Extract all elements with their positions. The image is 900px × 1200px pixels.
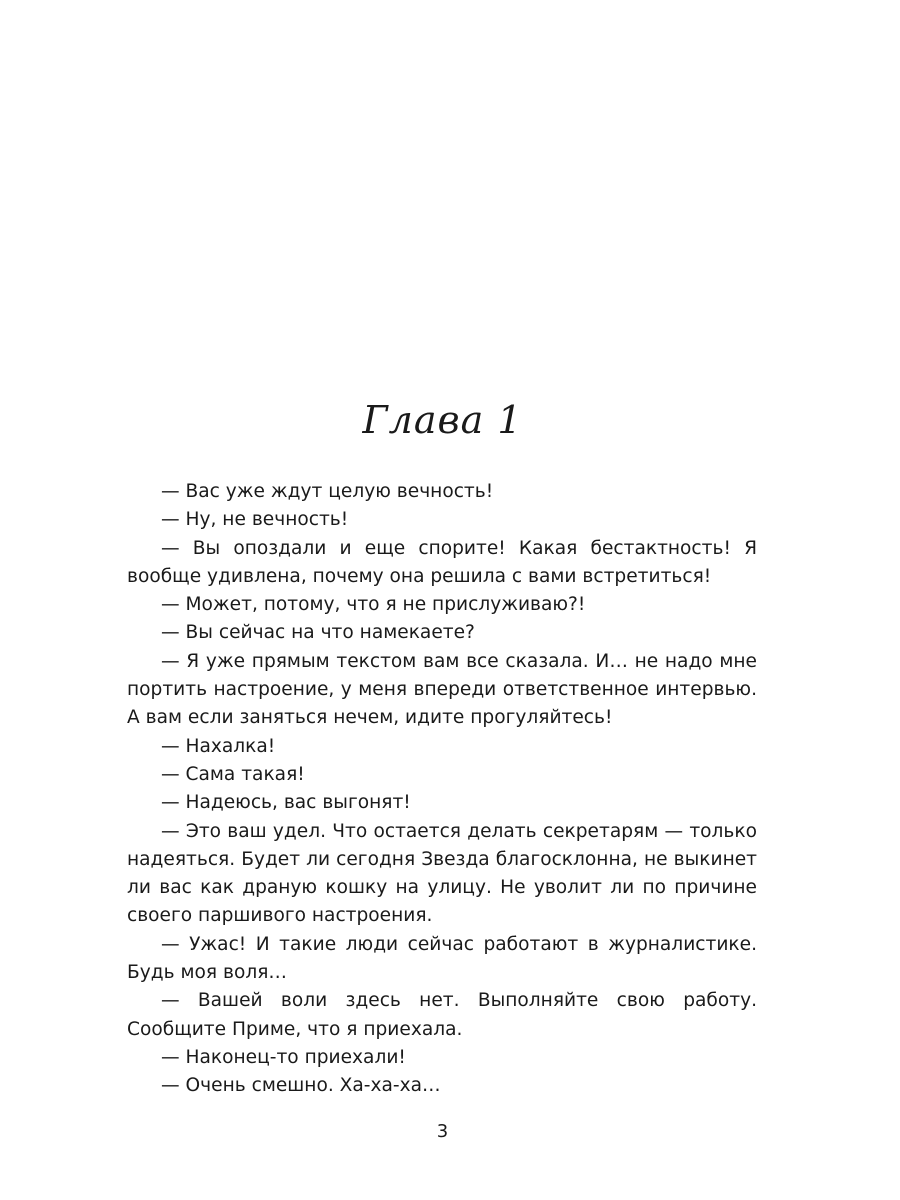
page-number: 3 — [436, 1121, 449, 1142]
paragraph: — Надеюсь, вас выгонят! — [161, 792, 411, 814]
paragraph: — Я уже прямым текстом вам все сказала. И… не надо мне портить настроение, у меня впереди ответственное интервью. А вам если заняться нечем, идите прогуляйтесь! — [127, 650, 757, 729]
paragraph: — Вашей воли здесь нет. Выполняйте свою работу. Сообщите Приме, что я приехала. — [127, 990, 757, 1040]
paragraph: — Очень смешно. Ха-ха-ха… — [161, 1075, 441, 1097]
chapter-title: Глава 1 — [362, 398, 523, 442]
paragraph: — Вас уже ждут целую вечность! — [161, 481, 494, 502]
paragraph: — Вы опоздали и еще спорите! Какая бестактность! Я вообще удивлена, почему она решила с вами встретиться! — [127, 537, 757, 587]
paragraph: — Ну, не вечность! — [161, 509, 349, 531]
paragraph: — Сама такая! — [161, 763, 305, 785]
chapter-body — [127, 478, 757, 1101]
paragraph: — Ужас! И такие люди сейчас работают в журналистике. Будь моя воля… — [127, 933, 757, 984]
paragraph: — Нахалка! — [161, 735, 276, 757]
paragraph: — Это ваш удел. Что остается делать секретарям — только надеяться. Будет ли сегодня Звезда благосклонна, не выкинет ли вас как драную кошку на улицу. Не уволит ли по причине своего паршивого настроения. — [127, 820, 757, 927]
paragraph: — Вы сейчас на что намекаете? — [161, 622, 475, 644]
paragraph: — Наконец-то приехали! — [161, 1046, 406, 1068]
paragraph: — Может, потому, что я не прислуживаю?! — [161, 594, 586, 616]
